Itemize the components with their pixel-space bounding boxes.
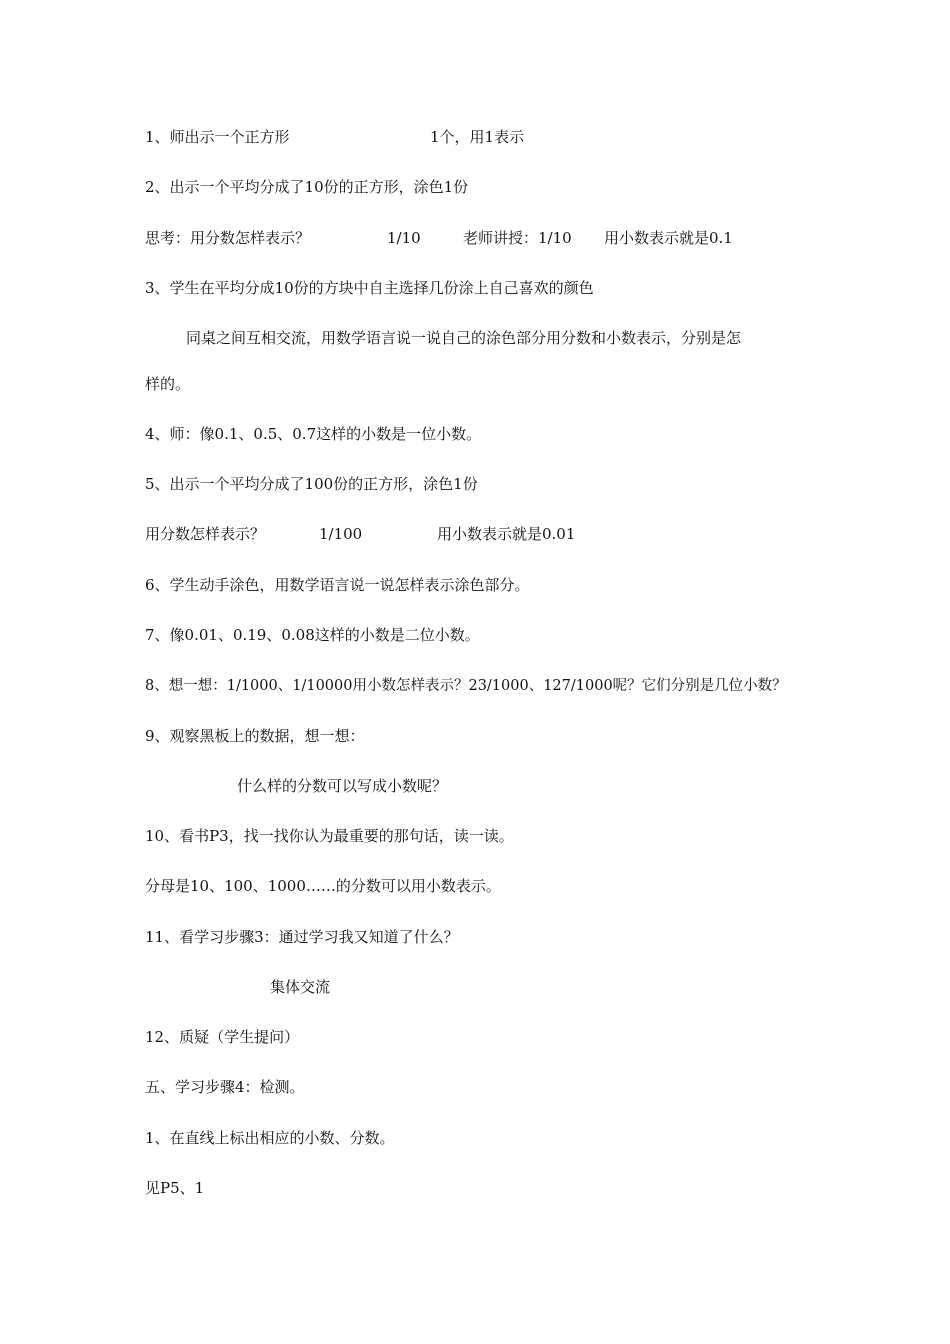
text-segment: 11、看学习步骤3：通过学习我又知道了什么？ [145, 928, 459, 946]
text-segment: 1个，用1表示 [430, 128, 525, 146]
text-segment: 12、质疑（学生提问） [145, 1028, 300, 1046]
text-segment: 4、师：像0.1、0.5、0.7这样的小数是一位小数。 [145, 425, 482, 443]
text-segment: 老师讲授：1/10 [463, 229, 572, 247]
text-segment: 用分数怎样表示？ [145, 525, 266, 543]
text-segment: 见P5、1 [145, 1179, 205, 1197]
text-segment: 1/10 [387, 229, 421, 247]
text-segment: 8、想一想：1/1000、1/10000用小数怎样表示？23/1000、127/1000呢？它们分别是几位小数？ [145, 678, 787, 694]
text-segment: 用小数表示就是0.1 [604, 229, 733, 247]
text-segment: 1、在直线上标出相应的小数、分数。 [145, 1129, 395, 1147]
text-segment: 10、看书P3，找一找你认为最重要的那句话，读一读。 [145, 827, 514, 845]
text-segment: 思考：用分数怎样表示？ [145, 229, 311, 247]
text-segment: 7、像0.01、0.19、0.08这样的小数是二位小数。 [145, 626, 480, 644]
text-segment: 分母是10、100、1000……的分数可以用小数表示。 [145, 877, 501, 895]
text-segment: 9、观察黑板上的数据，想一想： [145, 727, 365, 745]
text-segment: 五、学习步骤4：检测。 [145, 1078, 305, 1096]
text-segment: 1、师出示一个正方形 [145, 128, 290, 146]
text-segment: 5、出示一个平均分成了100份的正方形，涂色1份 [145, 475, 478, 493]
text-segment: 用小数表示就是0.01 [437, 525, 576, 543]
text-segment: 6、学生动手涂色，用数学语言说一说怎样表示涂色部分。 [145, 576, 530, 594]
text-segment: 什么样的分数可以写成小数呢？ [237, 777, 448, 795]
text-segment: 2、出示一个平均分成了10份的正方形，涂色1份 [145, 178, 469, 196]
text-segment: 3、学生在平均分成10份的方块中自主选择几份涂上自己喜欢的颜色 [145, 279, 594, 297]
text-segment: 同桌之间互相交流，用数学语言说一说自己的涂色部分用分数和小数表示，分别是怎 [186, 329, 742, 347]
text-segment: 1/100 [319, 525, 363, 543]
text-segment: 样的。 [145, 375, 191, 393]
text-segment: 集体交流 [270, 978, 331, 996]
